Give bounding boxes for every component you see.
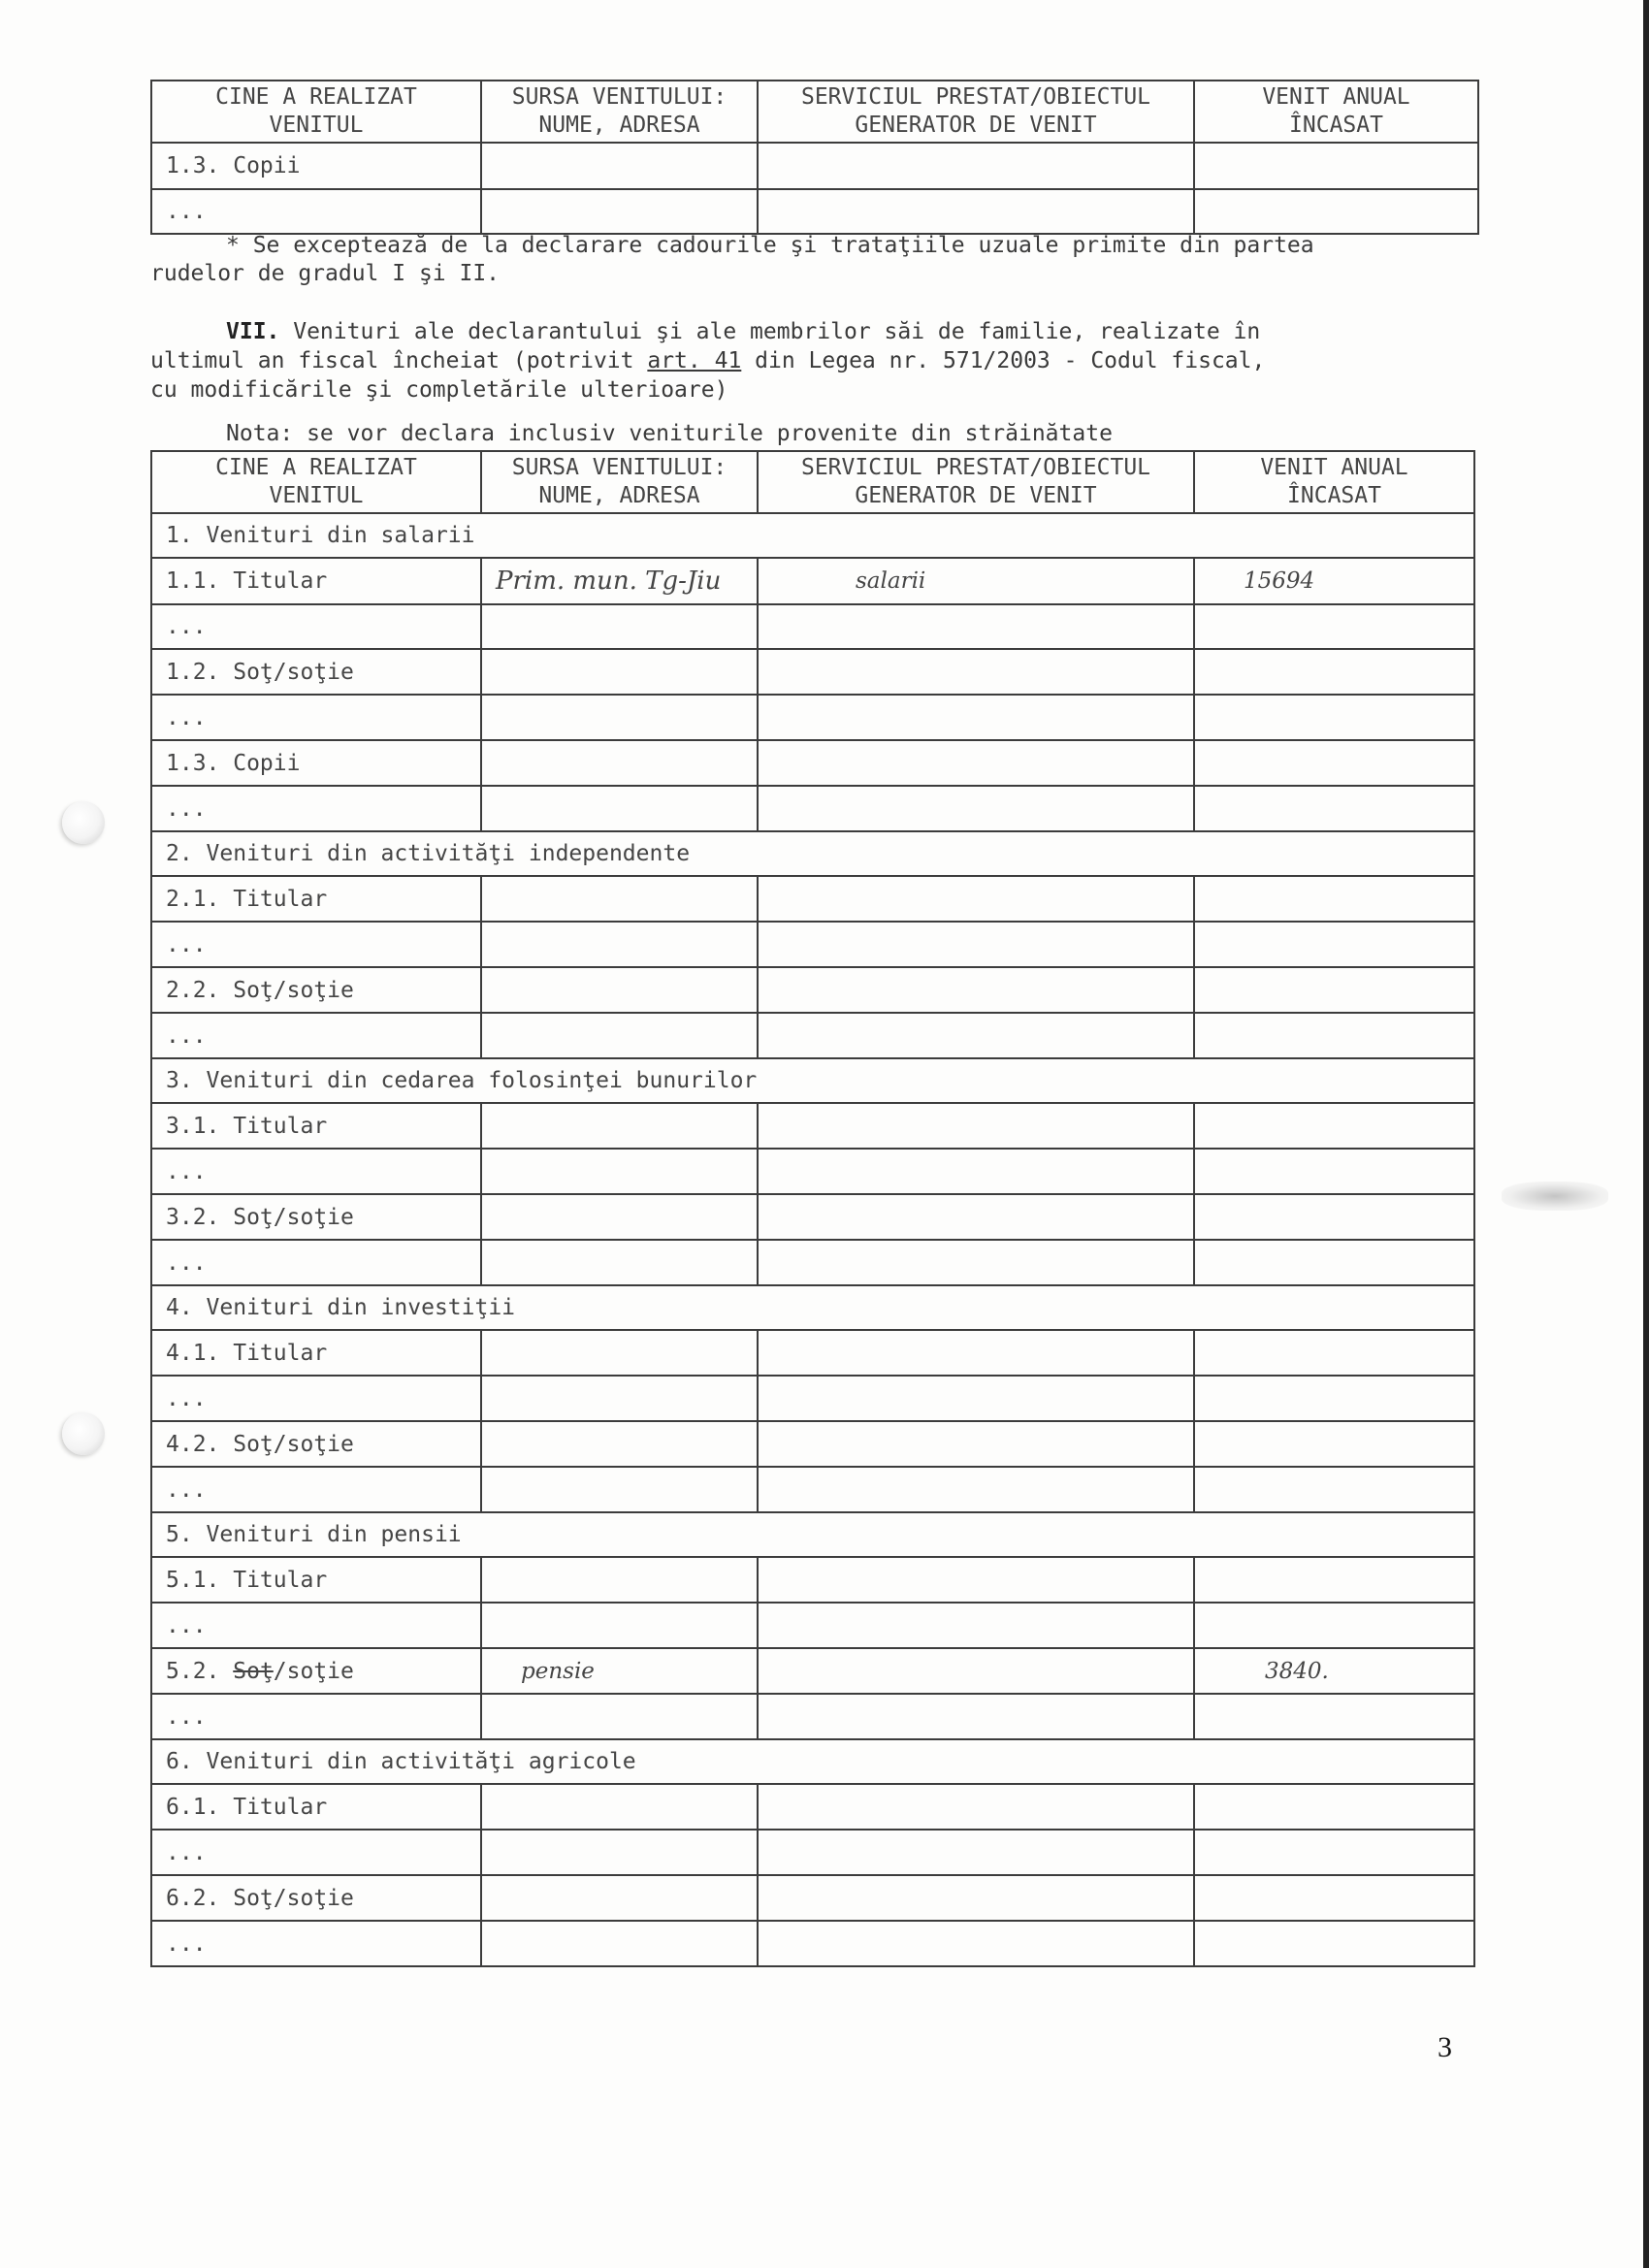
table-row: ... xyxy=(151,1467,1474,1512)
table-row xyxy=(151,143,1478,189)
scan-edge xyxy=(1643,0,1649,2268)
table-row: 1.2. Soţ/soţie xyxy=(151,649,1474,695)
table-row: ... xyxy=(151,1830,1474,1875)
section-row: 2. Venituri din activităţi independente xyxy=(151,831,1474,876)
table-row: 4.2. Soţ/soţie xyxy=(151,1421,1474,1467)
punch-hole-bottom xyxy=(62,1412,105,1455)
handwritten-source: pensie xyxy=(481,1648,758,1694)
table-row: ... xyxy=(151,1921,1474,1966)
table-row: ... xyxy=(151,786,1474,831)
row-label: ... xyxy=(151,189,481,234)
table-row: 3.1. Titular xyxy=(151,1103,1474,1149)
section-row: 6. Venituri din activităţi agricole xyxy=(151,1739,1474,1784)
struck-text: Soţ xyxy=(233,1658,274,1684)
handwritten-source: Prim. mun. Tg-Jiu xyxy=(481,558,758,604)
section-vii-title: VII. Venituri ale declarantului şi ale membrilor săi de familie, realizate în xyxy=(226,319,1261,344)
col-header-service: SERVICIUL PRESTAT/OBIECTUL GENERATOR DE VENIT xyxy=(758,81,1194,143)
footnote: * Se exceptează de la declarare cadourile şi trataţiile uzuale primite din partea xyxy=(226,233,1314,258)
handwritten-amount: 15694 xyxy=(1194,558,1474,604)
section-row: 5. Venituri din pensii xyxy=(151,1512,1474,1557)
footnote-cont: rudelor de gradul I şi II. xyxy=(150,261,501,286)
section-row: 3. Venituri din cedarea folosinţei bunurilor xyxy=(151,1058,1474,1103)
table-header-row xyxy=(151,451,1474,513)
col-header-who: CINE A REALIZAT VENITUL xyxy=(151,81,481,143)
col-header-service: SERVICIUL PRESTAT/OBIECTUL GENERATOR DE VENIT xyxy=(758,451,1194,513)
income-table xyxy=(150,450,1475,1967)
col-header-amount: VENIT ANUAL ÎNCASAT xyxy=(1194,81,1478,143)
top-income-table xyxy=(150,80,1479,235)
section-row: 4. Venituri din investiţii xyxy=(151,1285,1474,1330)
table-row: ... xyxy=(151,1240,1474,1285)
table-row: 2.1. Titular xyxy=(151,876,1474,922)
table-row: ... xyxy=(151,695,1474,740)
section-vii-line2: ultimul an fiscal încheiat (potrivit art. 41 din Legea nr. 571/2003 - Codul fiscal, xyxy=(150,348,1266,373)
table-header-row xyxy=(151,81,1478,143)
section-row: 1. Venituri din salarii xyxy=(151,513,1474,558)
table-row: ... xyxy=(151,1013,1474,1058)
table-row: ... xyxy=(151,1603,1474,1648)
table-row: 1.1. Titular Prim. mun. Tg-Jiu salarii 15694 xyxy=(151,558,1474,604)
table-row: ... xyxy=(151,922,1474,967)
col-header-source: SURSA VENITULUI: NUME, ADRESA xyxy=(481,451,758,513)
handwritten-service: salarii xyxy=(758,558,1194,604)
handwritten-amount: 3840. xyxy=(1194,1648,1474,1694)
table-row: ... xyxy=(151,1149,1474,1194)
punch-hole-top xyxy=(62,801,105,844)
table-row: 4.1. Titular xyxy=(151,1330,1474,1376)
law-article-link[interactable]: art. 41 xyxy=(647,348,742,373)
scan-smudge xyxy=(1502,1182,1608,1211)
col-header-who: CINE A REALIZAT VENITUL xyxy=(151,451,481,513)
table-row: ... xyxy=(151,1694,1474,1739)
section-vii-line3: cu modificările şi completările ulterioare) xyxy=(150,377,728,403)
row-label: 1.3. Copii xyxy=(151,143,481,189)
nota: Nota: se vor declara inclusiv veniturile provenite din străinătate xyxy=(226,421,1113,446)
col-header-source: SURSA VENITULUI: NUME, ADRESA xyxy=(481,81,758,143)
col-header-amount: VENIT ANUAL ÎNCASAT xyxy=(1194,451,1474,513)
table-row xyxy=(151,189,1478,234)
table-row: 2.2. Soţ/soţie xyxy=(151,967,1474,1013)
table-row: ... xyxy=(151,1376,1474,1421)
table-row: 6.2. Soţ/soţie xyxy=(151,1875,1474,1921)
table-row: ... xyxy=(151,604,1474,649)
table-row: 5.2. Soţ/soţie pensie 3840. xyxy=(151,1648,1474,1694)
table-row: 3.2. Soţ/soţie xyxy=(151,1194,1474,1240)
page-number: 3 xyxy=(1438,2031,1452,2063)
table-row: 6.1. Titular xyxy=(151,1784,1474,1830)
table-row: 5.1. Titular xyxy=(151,1557,1474,1603)
table-row: 1.3. Copii xyxy=(151,740,1474,786)
